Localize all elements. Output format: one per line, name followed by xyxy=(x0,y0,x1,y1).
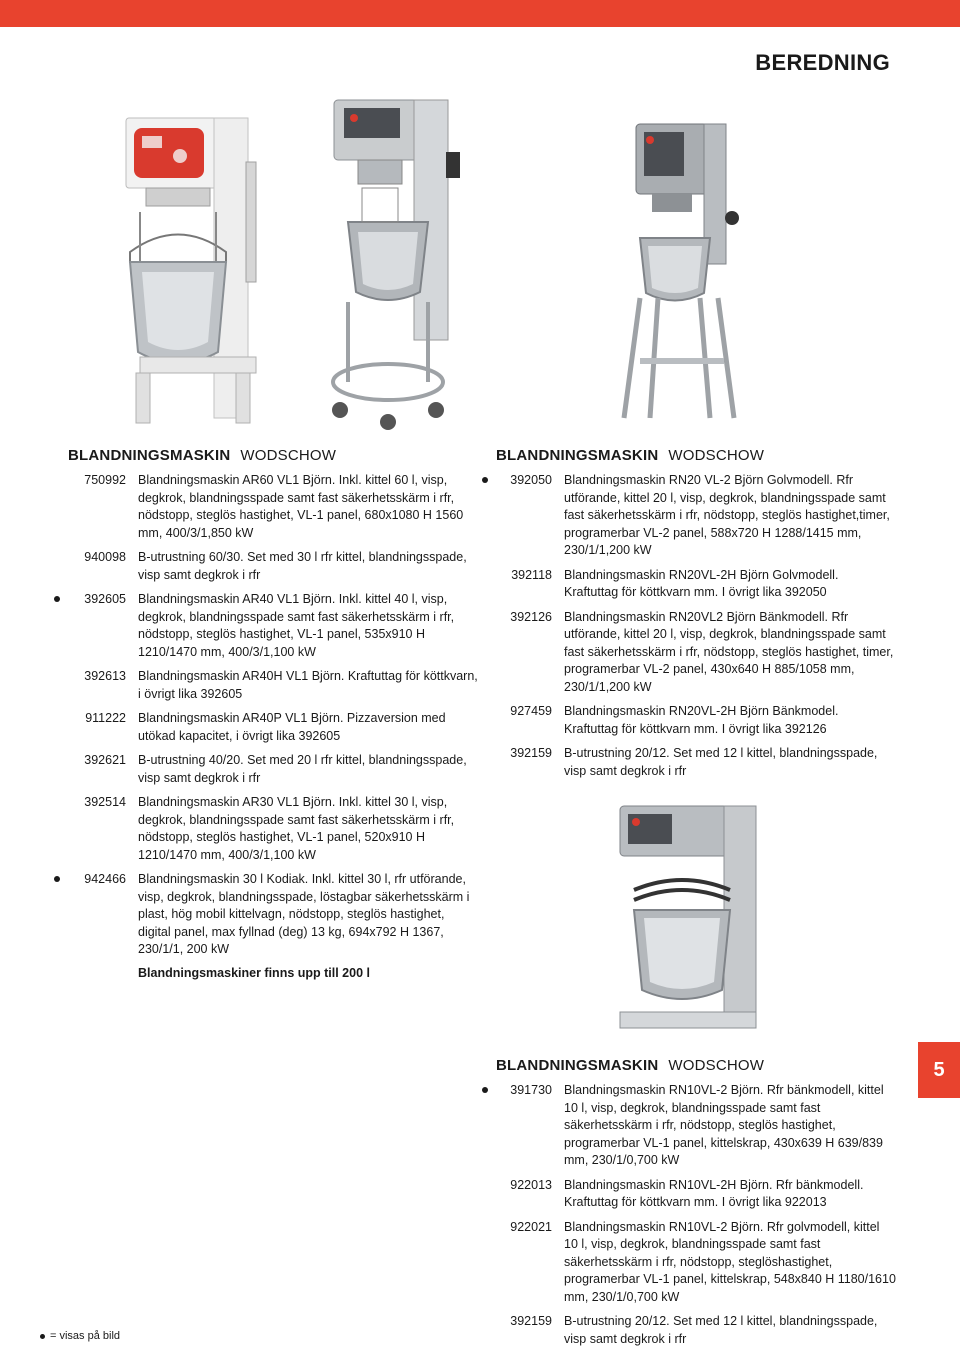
product-description: Blandningsmaskin RN20VL2 Björn Bänkmodell. Rfr utförande, kittel 20 l, visp, degkrok, blandningsspade samt fast säkerhetsskärm i rfr, nödstopp, steglös hastighet, timer, programerbar VL-2 panel, 430x640 H 885/1058 mm, 230/1/1,200 kW xyxy=(564,609,894,694)
article-code: 392126 xyxy=(510,609,552,624)
product-item xyxy=(496,1082,896,1170)
product-description: Blandningsmaskin AR30 VL1 Björn. Inkl. kittel 30 l, visp, degkrok, blandningsspade samt fast säkerhetsskärm i rfr, nödstopp, steglös hastighet, VL-1 panel, 520x910 H 1210/1470 mm, 400/3/1,100 kW xyxy=(138,795,455,862)
article-code: 392605 xyxy=(84,592,126,606)
product-description: Blandningsmaskin 30 l Kodiak. Inkl. kittel 30 l, rfr utförande, visp, degkrok, blandningsspade, löstagbar säkerhetsskärm i plast, hög mobil kittelvagn, nödstopp, steglös hastighet, digital panel, max fyllnad (deg) 13 kg, 694x792 H 1367, 230/1/1, 200 kW xyxy=(138,872,470,956)
product-item xyxy=(496,472,896,560)
product-item xyxy=(496,1219,896,1307)
section-heading: BLANDNINGSMASKIN WODSCHOW xyxy=(496,1057,765,1074)
product-item xyxy=(496,1313,896,1348)
product-description: Blandningsmaskin RN20 VL-2 Björn Golvmodell. Rfr utförande, kittel 20 l, visp, degkrok, blandningsspade samt fast säkerhetsskärm i rfr, nödstopp, steglös hastighet,timer, programerbar VL-2 panel, 588x720 H 1288/1415 mm, 230/1/1,200 kW xyxy=(564,473,890,557)
product-item xyxy=(68,549,478,584)
article-code: 927459 xyxy=(510,704,552,718)
section-heading: BLANDNINGSMASKIN WODSCHOW xyxy=(496,447,765,464)
shown-in-image-bullet xyxy=(54,596,60,602)
product-description: Blandningsmaskin AR40P VL1 Björn. Pizzaversion med utökad kapacitet, i övrigt lika 392605 xyxy=(138,711,446,743)
product-description: B-utrustning 20/12. Set med 12 l kittel, blandningsspade, visp samt degkrok i rfr xyxy=(564,1314,878,1346)
page-number-tab: 5 xyxy=(918,1042,960,1098)
shown-in-image-bullet xyxy=(482,1087,488,1093)
article-code: 942466 xyxy=(84,872,126,886)
mixer-rn20-floor-image xyxy=(600,118,760,428)
article-code: 392159 xyxy=(510,746,552,760)
product-item xyxy=(496,567,896,602)
article-code: 922021 xyxy=(510,1219,552,1234)
product-description: Blandningsmaskin AR40 VL1 Björn. Inkl. kittel 40 l, visp, degkrok, blandningsspade samt fast säkerhetsskärm i rfr, nödstopp, steglös hastighet, VL-1 panel, 535x910 H 1210/1470 mm, 400/3/1,100 kW xyxy=(138,592,455,659)
mixer-rn10-bench-image xyxy=(612,800,772,1040)
article-code: 392621 xyxy=(84,753,126,767)
product-item xyxy=(496,703,896,738)
product-item xyxy=(68,871,478,959)
product-description: Blandningsmaskin RN10VL-2H Björn. Rfr bänkmodell. Kraftuttag för köttkvarn mm. I övrigt lika 922013 xyxy=(564,1177,864,1209)
article-code: 911222 xyxy=(85,711,126,725)
product-description: Blandningsmaskin RN20VL-2H Björn Bänkmodel. Kraftuttag för köttkvarn mm. I övrigt lika 392126 xyxy=(564,704,839,736)
legend-text: = visas på bild xyxy=(50,1330,121,1342)
product-item xyxy=(68,710,478,745)
product-description: Blandningsmaskin RN20VL-2H Björn Golvmodell. Kraftuttag för köttkvarn mm. I övrigt lika 392050 xyxy=(564,567,839,599)
article-code: 392613 xyxy=(84,669,126,683)
product-description: B-utrustning 60/30. Set med 30 l rfr kittel, blandningsspade, visp samt degkrok i rfr xyxy=(138,550,467,582)
product-item xyxy=(496,1177,896,1212)
product-description: Blandningsmaskin AR40H VL1 Björn. Kraftuttag för köttkvarn, i övrigt lika 392605 xyxy=(138,669,478,701)
article-code: 391730 xyxy=(510,1083,552,1097)
shown-in-image-bullet xyxy=(482,477,488,483)
article-code: 392118 xyxy=(511,567,552,582)
page-title: BEREDNING xyxy=(755,50,890,75)
product-item xyxy=(496,609,896,697)
product-item xyxy=(68,591,478,661)
article-code: 922013 xyxy=(510,1177,552,1192)
section-heading: BLANDNINGSMASKIN WODSCHOW xyxy=(68,447,337,464)
product-item xyxy=(68,472,478,542)
section-mixers-rn10 xyxy=(496,1057,896,1355)
product-description: Blandningsmaskin RN10VL-2 Björn. Rfr golvmodell, kittel 10 l, visp, degkrok, blandningsspade samt fast säkerhetsskärm i rfr, nödstopp, steglöshastighet, programerbar VL-1 panel, kittelskrap, 548x840 H 1180/1610 mm, 230/1/0,700 kW xyxy=(564,1219,896,1304)
article-code: 940098 xyxy=(84,550,126,564)
product-description: B-utrustning 20/12. Set med 12 l kittel, blandningsspade, visp samt degkrok i rfr xyxy=(564,746,878,778)
article-code: 392050 xyxy=(510,473,552,487)
product-description: B-utrustning 40/20. Set med 20 l rfr kittel, blandningsspade, visp samt degkrok i rfr xyxy=(138,753,467,785)
product-description: Blandningsmaskin AR60 VL1 Björn. Inkl. kittel 60 l, visp, degkrok, blandningsspade samt fast säkerhetsskärm i rfr, nödstopp, steglös hastighet, VL-1 panel, 680x1080 H 1560 mm, 400/3/1,850 kW xyxy=(138,473,464,540)
article-code: 392514 xyxy=(84,795,126,809)
product-item xyxy=(496,745,896,780)
product-item xyxy=(68,668,478,703)
product-item xyxy=(68,752,478,787)
top-accent-bar xyxy=(0,0,960,27)
section-mixers-large xyxy=(68,447,478,980)
capacity-note: Blandningsmaskiner finns upp till 200 l xyxy=(138,965,370,980)
mixer-ar60-image xyxy=(118,112,278,437)
article-code: 392159 xyxy=(510,1314,552,1328)
shown-in-image-bullet xyxy=(54,876,60,882)
legend-note xyxy=(40,1330,120,1342)
bullet-icon xyxy=(40,1334,45,1339)
mixer-kodiak-image xyxy=(318,92,488,437)
article-code: 750992 xyxy=(84,473,126,487)
section-mixers-rn20 xyxy=(496,447,896,787)
product-description: Blandningsmaskin RN10VL-2 Björn. Rfr bänkmodell, kittel 10 l, visp, degkrok, blandningsspade samt fast säkerhetsskärm i rfr, nödstopp, steglös hastighet, programerbar VL-1 panel, kittelskrap, 430x639 H 639/839 mm, 230/1/0,700 kW xyxy=(564,1083,884,1167)
product-item xyxy=(68,794,478,864)
